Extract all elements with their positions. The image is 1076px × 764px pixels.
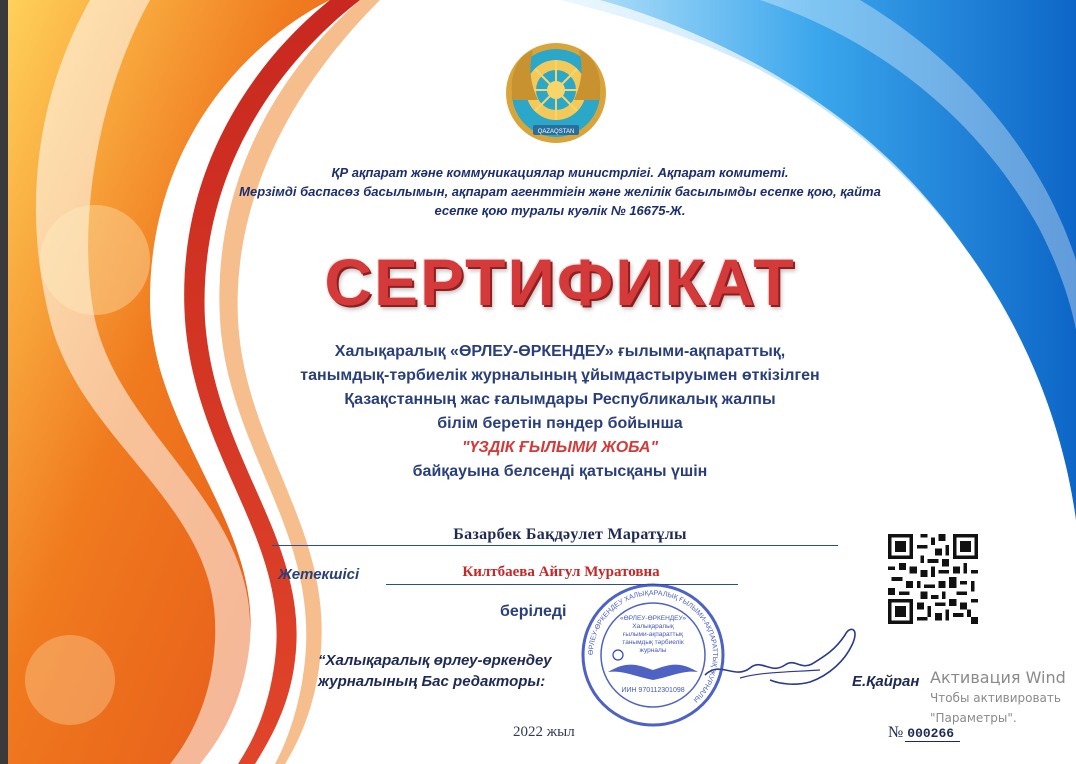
- stamp-line-2: Халықаралық: [632, 623, 674, 630]
- certificate-number-label: №: [888, 724, 904, 741]
- windows-activation-watermark[interactable]: [930, 668, 1076, 727]
- name-underline: [272, 545, 838, 546]
- description-line-1: Халықаралық «ӨРЛЕУ-ӨРКЕНДЕУ» ғылыми-ақпараттық,: [334, 343, 786, 360]
- description-line-5: байқауына белсенді қатысқаны үшін: [412, 463, 708, 480]
- supervisor-name: Килтбаева Айгул Муратовна: [462, 564, 660, 580]
- ministry-line-3: есепке қою туралы куәлік № 16675-Ж.: [434, 203, 686, 218]
- stamp-line-5: журналы: [639, 647, 667, 654]
- stamp-line-4: танымдық тәрбиелік: [622, 639, 684, 646]
- emblem-label: QAZAQSTAN: [537, 129, 575, 135]
- ministry-line-1: ҚР ақпарат және коммуникациялар министрлігі. Ақпарат комитеті.: [331, 165, 789, 180]
- stamp-ring-text: ӨРЛЕУ-ӨРКЕНДЕУ ХАЛЫҚАРАЛЫҚ ҒЫЛЫМИ-АҚПАРАТТЫҚ ЖУРНАЛЫ: [587, 589, 719, 704]
- editor-title: [318, 650, 552, 692]
- competition-name: "ҮЗДІК ҒЫЛЫМИ ЖОБА": [461, 439, 659, 456]
- certificate-number-value: 000266: [905, 726, 960, 742]
- awarded-text: беріледі: [500, 603, 567, 620]
- editor-line-1: “Халықаралық өрлеу-өркендеу: [318, 652, 552, 669]
- supervisor-label: Жетекшісі: [278, 566, 360, 583]
- certificate-description: [220, 340, 900, 484]
- scan-edge: [0, 0, 8, 764]
- stamp-line-3: ғылыми-ақпараттық: [623, 631, 683, 638]
- certificate-title: СЕРТИФИКАТ: [324, 245, 796, 319]
- qr-code-icon: [888, 534, 978, 624]
- ministry-line-2: Мерзімді баспасөз басылымын, ақпарат агенттігін және желілік басылымды есепке қою, қайта: [239, 184, 881, 199]
- activation-line-1: Чтобы активировать: [930, 691, 1061, 705]
- activation-line-2: "Параметры".: [930, 711, 1017, 725]
- issue-year: 2022 жыл: [513, 724, 575, 740]
- activation-title: Активация Wind: [930, 668, 1066, 687]
- editor-name: Е.Қайран: [852, 673, 920, 690]
- recipient-name: Базарбек Бақдәулет Маратұлы: [453, 526, 687, 543]
- ministry-registration: [180, 163, 940, 220]
- state-emblem-icon: [503, 40, 609, 146]
- journal-stamp-icon: [578, 580, 728, 730]
- description-line-2: танымдық-тәрбиелік журналының ұйымдастыруымен өткізілген: [300, 367, 820, 384]
- description-line-4: білім беретін пәндер бойынша: [437, 415, 683, 432]
- description-line-3: Қазақстанның жас ғалымдары Республикалық жалпы: [344, 391, 776, 408]
- editor-line-2: журналының Бас редакторы:: [318, 673, 546, 690]
- stamp-line-1: «ӨРЛЕУ-ӨРКЕНДЕУ»: [620, 615, 686, 622]
- stamp-iin: ИИН 970112301098: [621, 687, 685, 694]
